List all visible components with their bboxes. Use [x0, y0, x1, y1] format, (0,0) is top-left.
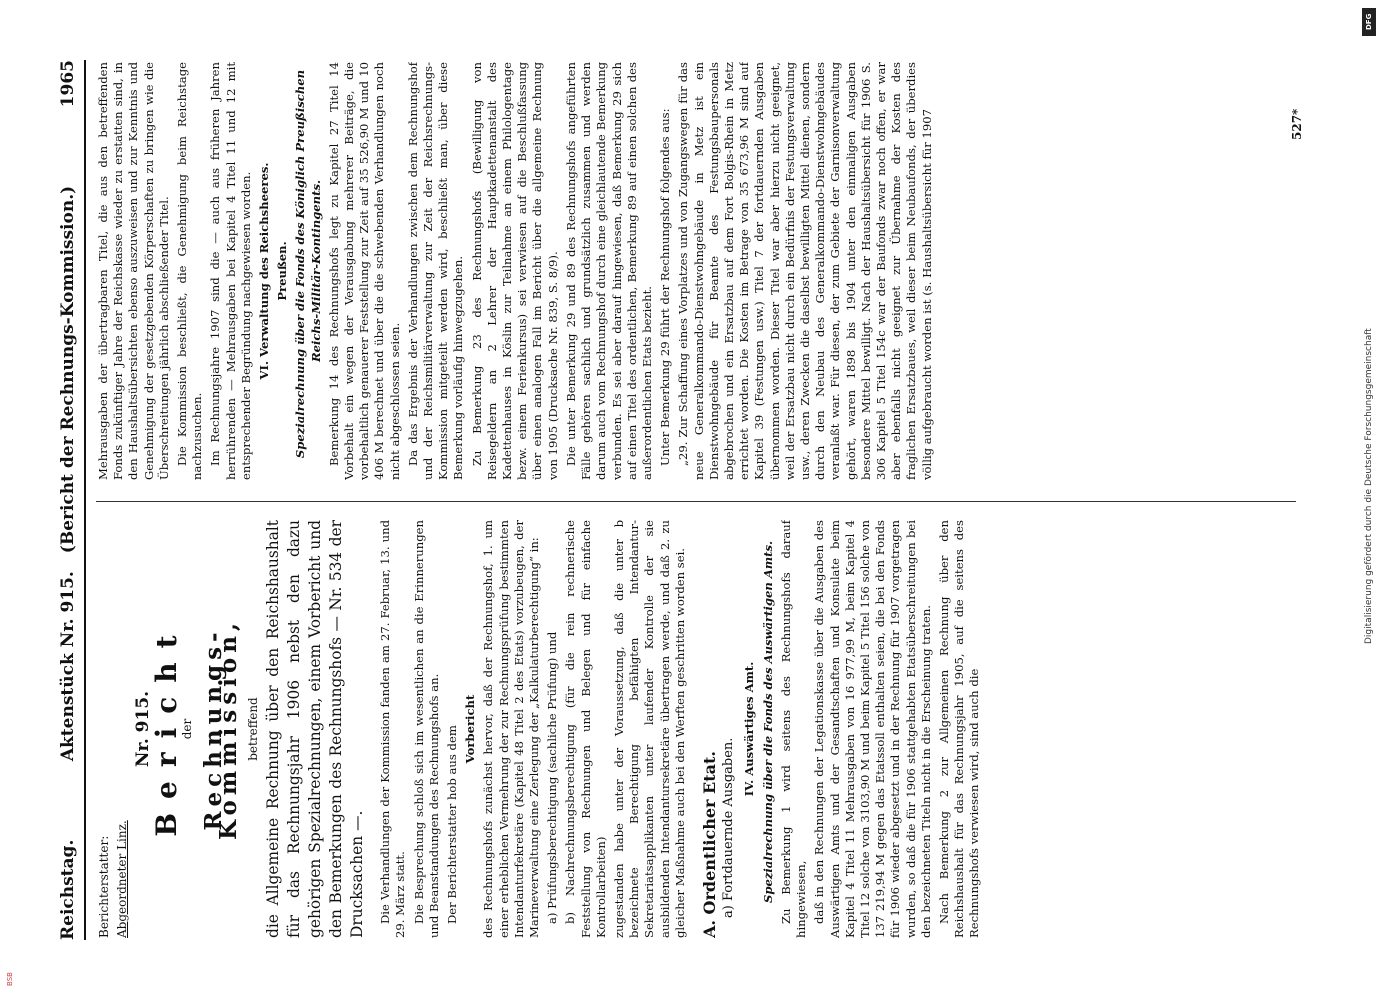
body-paragraph: daß in den Rechnungen der Legationskasse über die Ausgaben des Auswärtigen Amts und der Gesandtschaften und Konsulate beim Kapitel 4 Titel 11 Mehrausgaben von 16 977,99 M, beim Kapitel 4 Titel 12 solche von 3103,90 M und beim Kapitel 5 Titel 156 solche von 137 219,94 M gegen das Etatssoll enthalten seien, die bei den Fonds für 1906 wieder abgesetzt und in der Rechnung für 1907 vorgetragen wurden, so daß die für 1906 stattgehabten Etatsüberschreitungen bei den bezeichneten Titeln nicht in die Erscheinung traten.: [812, 520, 933, 938]
header-center: [58, 107, 78, 839]
body-paragraph: Unter Bemerkung 29 führt der Rechnungshof folgendes aus:: [658, 108, 673, 466]
page-number: 1965: [58, 60, 78, 108]
body-paragraph: „29. Zur Schaffung eines Vorplatzes und von Zugangswegen für das neue Generalkommando-Dienstwohngebäude in Metz ist ein Dienstwohngebäude für Beamte des Festungsbaupersonals abgebrochen und ein Ersatzbau auf dem Fort Bolgis-Rhein in Metz errichtet worden. Die Kosten im Betrage von 35 673,96 M sind auf Kapitel 39 (Festungen usw.) Titel 7 der fortdauernden Ausgaben übernommen worden. Dieser Titel war aber hierzu nicht geeignet, weil der Ersatzbau nicht durch ein Bedürfnis der Festungsverwaltung usw., deren Zwecken die daselbst bewilligten Mittel dienen, sondern durch den Neubau des Generalkommando-Dienstwohngebäudes veranlaßt war. Für diesen, der zum Gebiete der Garnisonverwaltung gehört, waren 1898 bis 1904 unter den einmaligen Ausgaben besondere Mittel bewilligt. Nach der Haushaltsübersicht für 1906 S. 306 Kapitel 5 Titel 154c war der Baufonds zwar noch offen, er war aber ebenfalls nicht geeignet zur Übernahme der Kosten des fraglichen Ersatzbaues, weil dieser beim Neubaufonds, der überdies völlig aufgebraucht worden ist (s. Haushaltsübersicht für 1907: [676, 62, 934, 480]
header-left: Reichstag.: [58, 839, 78, 940]
page-header: [40, 60, 78, 940]
body-paragraph: Mehrausgaben der übertragbaren Titel, die aus den betreffenden Fonds zukünftiger Jahre der Reichskasse wieder zu erstatten sind, in den Haushaltsübersichten ebenso auszuweisen und zur Kenntnis und Genehmigung der gesetzgebenden Körperschaften zu bringen wie die Überschreitungen jährlich abschließender Titel.: [96, 62, 171, 480]
special-account-heading: Spezialrechnung über die Fonds des Auswärtigen Amts.: [760, 540, 775, 904]
section-a-heading: A. Ordentlicher Etat.: [700, 751, 720, 938]
body-paragraph: Die unter Bemerkung 29 und 89 des Rechnungshofs angeführten Fälle gehören sachlich und grundsätzlich zusammen und werden darum auch vom Rechnungshof durch eine gleichlautende Bemerkung verbunden. Es sei aber darauf hingewiesen, daß Bemerkung 29 sich auf einen Titel des ordentlichen, Bemerkung 89 auf einen solchen des außerordentlichen Etats bezieht.: [563, 62, 654, 480]
after-items-paragraph: zugestanden habe unter der Voraussetzung, daß die unter b bezeichnete Berechtigung befähigten Intendantur-Sekretariatsapplikanten unter laufender Kontrolle der sie ausbildenden Intendantursekretäre übertragen werde, und daß 2. zu gleicher Maßnahme auch bei den Werften geschritten worden sei.: [612, 520, 687, 938]
header-rule: [84, 60, 86, 940]
lead-paragraph: die Allgemeine Rechnung über den Reichshaushalt für das Rechnungsjahr 1906 nebst den dazu gehörigen Spezialrechnungen, einem Vorbericht und den Bemerkungen des Rechnungshofs — Nr. 534 der Drucksachen —.: [264, 520, 367, 938]
body-paragraph: Da das Ergebnis der Verhandlungen zwischen dem Rechnungshof und der Reichsmilitärverwaltung zur Zeit der Reichsrechnungs-Kommission mitgeteilt werden wird, beschließt man, über diese Bemerkung vorläufig hinwegzugehen.: [405, 62, 466, 480]
body-paragraph: Zu Bemerkung 23 des Rechnungshofs (Bewilligung von Reisegeldern an 2 Lehrer der Hauptkadettenanstalt des Kadettenhauses in Köslin zur Teilnahme an einem Philologentage bezw. einem Ferienkursus) sei verwiesen auf die Beschlußfassung über einen analogen Fall im Bericht über die allgemeine Rechnung von 1905 (Drucksache Nr. 839, S. 8/9).: [469, 62, 560, 480]
body-paragraph: Im Rechnungsjahre 1907 sind die — auch aus früheren Jahren herrührenden — Mehrausgaben bei Kapitel 4 Titel 11 und 12 mit entsprechender Begründung nachgewiesen worden.: [208, 62, 253, 480]
body-paragraph: Zu Bemerkung 1 wird seitens des Rechnungshofs darauf hingewiesen,: [778, 520, 809, 938]
vorbericht-paragraph: des Rechnungshofs zunächst hervor, daß der Rechnungshof, 1. um einer erheblichen Vermehrung der zur Rechnungsprüfung bestimmten Intendanturfekretäre (Kapitel 48 Titel 2 des Etats) vorzubeugen, der Marineverwaltung eine Zerlegung der „Kalkulaturberechtigung“ in:: [481, 520, 542, 938]
right-column: [96, 62, 1306, 480]
special-account-heading: Spezialrechnung über die Fonds des Königlich Preußischen Reichs-Militär-Kontingents.: [293, 69, 323, 459]
header-note: (Bericht der Rechnungs-Kommission.): [58, 185, 78, 554]
list-item: b) Nachrechnungsberechtigung (für die rein rechnerische Feststellung von Rechnungen und Belegen und für einfache Kontrollarbeiten): [563, 520, 608, 938]
intro-paragraph: Die Besprechung schloß sich im wesentlichen an die Erinnerungen und Beanstandungen des Rechnungshofs an.: [411, 520, 441, 938]
body-paragraph: Die Kommission beschließt, die Genehmigung beim Reichstage nachzusuchen.: [175, 62, 205, 480]
left-column: [96, 520, 1306, 938]
reporter-name: Abgeordneter Linz.: [115, 820, 129, 938]
list-item: a) Prüfungsberechtigung (sachliche Prüfung) und: [545, 631, 560, 924]
title-der: der: [180, 718, 195, 740]
dfg-logo-icon: DFG: [1362, 8, 1376, 36]
betreffend: betreffend: [246, 697, 261, 761]
dfg-notice: Digitalisierung gefördert durch die Deutsche Forschungsgemeinschaft: [1364, 328, 1374, 644]
section-a-subheading: a) Fortdauernde Ausgaben.: [721, 737, 737, 918]
column-divider: [96, 501, 1296, 502]
bsb-mark: BSB: [6, 972, 14, 986]
header-document-number: Aktenstück Nr. 915.: [58, 571, 78, 762]
section-iv-heading: IV. Auswärtiges Amt.: [742, 661, 757, 797]
vorbericht-heading: Vorbericht: [463, 694, 478, 764]
section-vi-heading: VI. Verwaltung des Reichsheeres.: [257, 162, 272, 380]
body-paragraph: Nach Bemerkung 2 zur Allgemeinen Rechnung über den Reichshaushalt für das Rechnungsjahr 1905, auf die seitens des Rechnungshofs verwiesen wird, sind auch die: [936, 520, 982, 938]
intro-paragraph: Der Berichterstatter hob aus dem: [445, 725, 460, 924]
reporter-label: Berichterstatter:: [97, 835, 111, 938]
preussen-heading: Preußen.: [275, 241, 290, 301]
intro-paragraph: Die Verhandlungen der Kommission fanden am 27. Februar, 13. und 29. März statt.: [378, 520, 408, 938]
body-paragraph: Bemerkung 14 des Rechnungshofs legt zu Kapitel 27 Titel 14 Vorbehalt ein wegen der Verausgabung mehrerer Beiträge, die vorbehaltlich genauerer Feststellung zur Zeit auf 35 526,90 M und 10 406 M berechnet und über die die schwebenden Verhandlungen noch nicht abgeschlossen seien.: [326, 62, 402, 480]
commission-title: Rechnungs-Kommission,: [199, 618, 242, 840]
report-title: Bericht: [150, 621, 184, 837]
signature-mark: 527*: [1290, 108, 1304, 140]
document-number: Nr. 915.: [133, 690, 153, 768]
